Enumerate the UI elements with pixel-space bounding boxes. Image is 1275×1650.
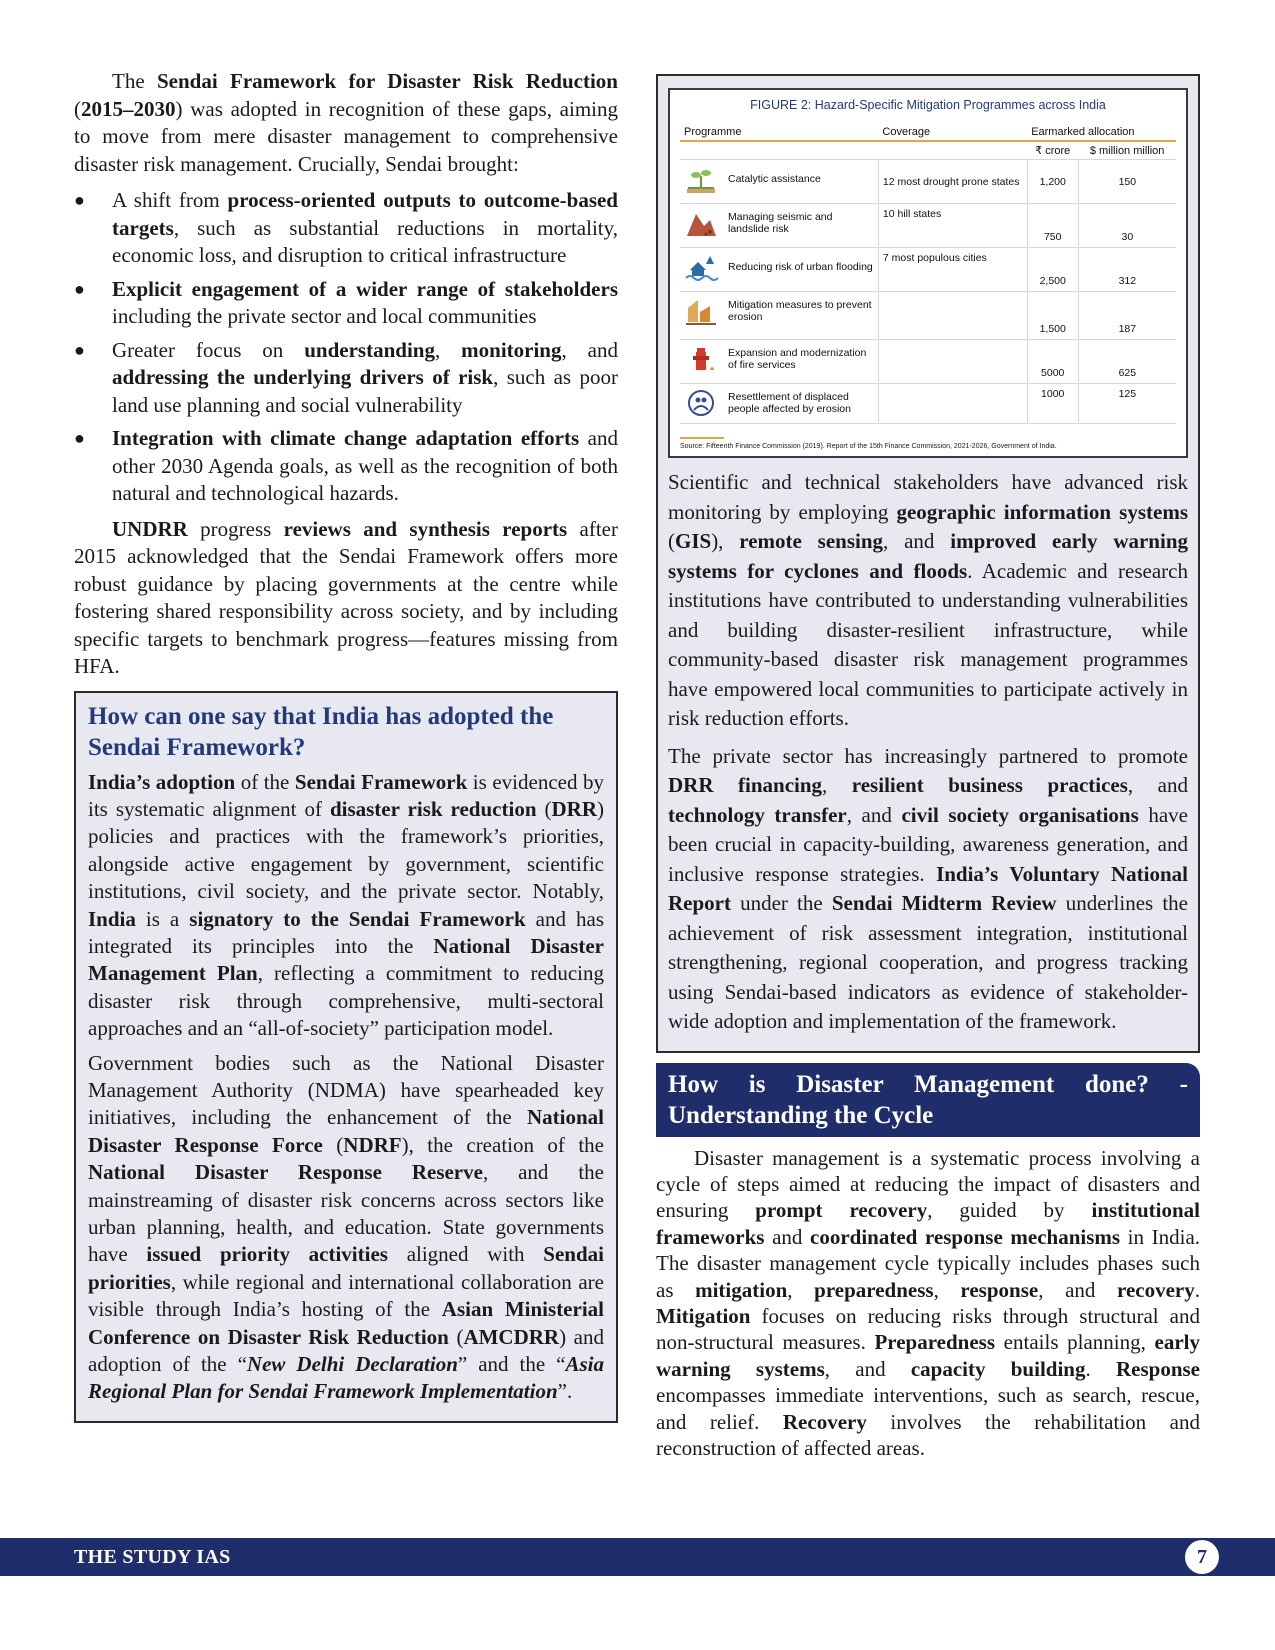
table-row: Resettlement of displaced people affected by erosion 1000 125 [680,384,1176,424]
figure-2 [668,88,1188,458]
flood-icon [684,252,718,282]
mitigation-programmes-table [680,124,1176,424]
bullet-dot-icon: ● [74,278,85,299]
table-row: Reducing risk of urban flooding 7 most populous cities 2,500 312 [680,248,1176,292]
government-bodies-paragraph: Government bodies such as the National Disaster Management Authority (NDMA) have spearheaded key initiatives, including the enhancement of the National Disaster Response Force (NDRF), the creation of the National Disaster Response Reserve, and the mainstreaming of disaster risk concerns across sectors like urban planning, health, and education. State governments have issued priority activities aligned with Sendai priorities, while regional and international collaboration are visible through India’s hosting of the Asian Ministerial Conference on Disaster Risk Reduction (AMCDRR) and adoption of the “New Delhi Declaration” and the “Asia Regional Plan for Sendai Framework Implementation”. [88,1050,604,1404]
header-usd: $ million million [1078,141,1176,160]
table-row: Catalytic assistance 12 most drought prone states 1,200 150 [680,160,1176,204]
header-crore: ₹ crore [1027,141,1078,160]
stakeholders-box [656,74,1200,1053]
india-sendai-box-title: How can one say that India has adopted the Sendai Framework? [88,702,554,761]
table-row: Expansion and modernization of fire services 5000 625 [680,340,1176,384]
table-row: Managing seismic and landslide risk 10 hill states 750 30 [680,204,1176,248]
bullet-climate-integration: ● Integration with climate change adaptation efforts and other 2030 Agenda goals, as well as the recognition of both natural and technological hazards. [74,426,618,505]
left-column [74,68,618,1423]
landslide-icon [684,208,718,238]
intro-paragraph: The Sendai Framework for Disaster Risk Reduction (2015–2030) was adopted in recognition of these gaps, aiming to move from mere disaster management to comprehensive disaster risk management. Crucially, Sendai brought: [74,69,618,176]
cycle-section-body [656,1145,1200,1462]
cycle-section-heading: How is Disaster Management done? - Understanding the Cycle [656,1063,1200,1137]
private-sector-paragraph: The private sector has increasingly partnered to promote DRR financing, resilient business practices, and technology transfer, and civil society organisations have been crucial in capacity-building, awareness generation, and inclusive response strategies. India’s Voluntary National Report under the Sendai Midterm Review underlines the achievement of risk assessment integration, institutional strengthening, regional cooperation, and progress tracking using Sendai-based indicators as evidence of stakeholder-wide adoption and implementation of the framework. [668,743,1188,1033]
india-sendai-box [74,691,618,1423]
cycle-paragraph: Disaster management is a systematic process involving a cycle of steps aimed at reducing the impact of disasters and ensuring prompt recovery, guided by institutional frameworks and coordinated response mechanisms in India. The disaster management cycle typically includes phases such as mitigation, preparedness, response, and recovery. Mitigation focuses on reducing risks through structural and non-structural measures. Preparedness entails planning, early warning systems, and capacity building. Response encompasses immediate interventions, such as search, rescue, and relief. Recovery involves the rehabilitation and reconstruction of affected areas. [656,1145,1201,1460]
bullet-dot-icon: ● [74,339,85,360]
header-coverage: Coverage [878,124,1027,141]
bullet-outcome-targets: ● A shift from process-oriented outputs to outcome-based targets, such as substantial reductions in mortality, economic loss, and disruption to critical infrastructure [74,188,618,267]
sendai-bullet-list [74,187,618,508]
table-subheader-row [680,141,1176,160]
footer-brand: THE STUDY IAS [74,1546,231,1568]
bullet-dot-icon: ● [74,428,85,448]
fire-hydrant-icon [684,344,718,374]
drought-plant-icon [684,164,718,194]
header-programme: Programme [680,124,878,141]
figure-title: FIGURE 2: Hazard-Specific Mitigation Programmes across India [750,98,1106,112]
page-number: 7 [1185,1540,1219,1574]
scientific-stakeholders-paragraph: Scientific and technical stakeholders have advanced risk monitoring by employing geographic information systems (GIS), remote sensing, and improved early warning systems for cyclones and floods. Academic and research institutions have contributed to understanding vulnerabilities and building disaster-resilient infrastructure, while community-based disaster risk management programmes have empowered local communities to participate actively in risk reduction efforts. [668,470,1189,730]
bullet-dot-icon: ● [74,190,85,210]
resettlement-icon [684,388,718,418]
bullet-stakeholders: ● Explicit engagement of a wider range of stakeholders including the private sector and local communities [74,276,618,328]
bullet-risk-drivers: ● Greater focus on understanding, monitoring, and addressing the underlying drivers of risk, such as poor land use planning and social vulnerability [74,337,619,417]
erosion-icon [684,296,718,326]
table-row: Mitigation measures to prevent erosion 1,500 187 [680,292,1176,340]
table-header-row [680,124,1176,141]
figure-source: Source: Fifteenth Finance Commission (2019). Report of the 15th Finance Commission, 2021-2026, Government of India. [680,434,1176,450]
page-footer [0,1538,1275,1576]
right-column [656,74,1200,1461]
header-allocation: Earmarked allocation [1027,124,1176,141]
undrr-paragraph: UNDRR progress reviews and synthesis reports after 2015 acknowledged that the Sendai Framework offers more robust guidance by placing governments at the centre while fostering shared responsibility across society, and by including specific targets to benchmark progress—features missing from HFA. [74,516,618,678]
india-adoption-paragraph: India’s adoption of the Sendai Framework is evidenced by its systematic alignment of disaster risk reduction (DRR) policies and practices with the framework’s priorities, alongside active engagement by government, scientific institutions, civil society, and the private sector. Notably, India is a signatory to the Sendai Framework and has integrated its principles into the National Disaster Management Plan, reflecting a commitment to reducing disaster risk through comprehensive, multi-sectoral approaches and an “all-of-society” participation model. [88,769,605,1041]
